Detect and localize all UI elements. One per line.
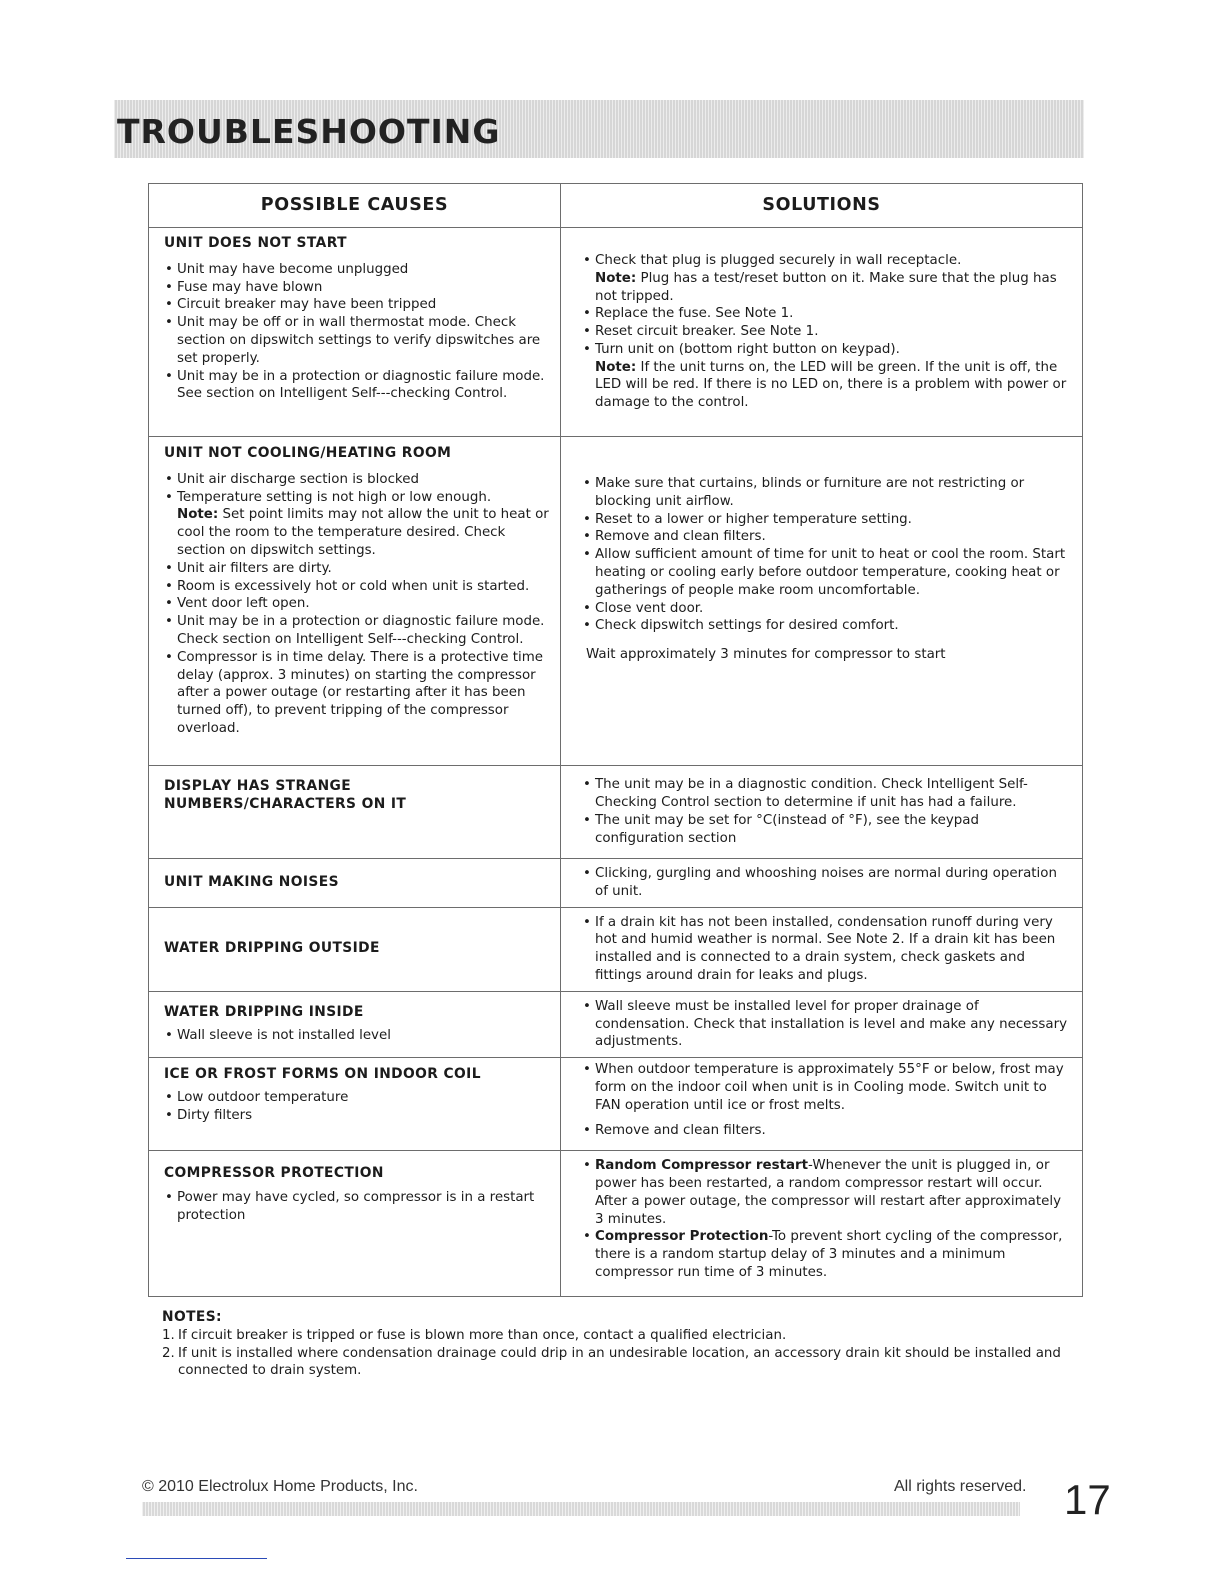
list-item bbox=[164, 489, 552, 560]
list-item: • Circuit breaker may have been tripped bbox=[164, 296, 552, 314]
cause-cell bbox=[149, 437, 561, 766]
cause-cell bbox=[149, 907, 561, 991]
list-item: • Dirty filters bbox=[164, 1107, 552, 1125]
list-item bbox=[582, 1157, 1072, 1228]
list-item bbox=[582, 341, 1072, 412]
table-row bbox=[149, 766, 1083, 859]
list-item: • Low outdoor temperature bbox=[164, 1089, 552, 1107]
list-item: • Unit may have become unplugged bbox=[164, 261, 552, 279]
notes-section bbox=[162, 1309, 1062, 1380]
solution-list bbox=[582, 475, 1072, 635]
cause-cell bbox=[149, 1151, 561, 1297]
list-item bbox=[162, 1327, 1062, 1345]
list-item: • Allow sufficient amount of time for unit to heat or cool the room. Start heating or cooling early before outdoor temperature, cooking heat or gatherings of people make room uncomfortable. bbox=[582, 546, 1072, 599]
note-text: If unit is installed where condensation drainage could drip in an undesirable location, an accessory drain kit should be installed and connected to drain system. bbox=[178, 1345, 1061, 1379]
solution-cell bbox=[561, 437, 1083, 766]
solution-cell bbox=[561, 907, 1083, 991]
cause-list bbox=[164, 471, 552, 738]
cause-text: Temperature setting is not high or low enough. bbox=[177, 489, 492, 505]
solution-cell bbox=[561, 228, 1083, 437]
list-item: • Reset circuit breaker. See Note 1. bbox=[582, 323, 1072, 341]
note-text: Plug has a test/reset button on it. Make sure that the plug has not tripped. bbox=[595, 270, 1057, 304]
list-item: • Vent door left open. bbox=[164, 595, 552, 613]
solution-label: Random Compressor restart bbox=[595, 1158, 809, 1174]
note-label: Note: bbox=[177, 507, 219, 523]
list-item: • Unit air discharge section is blocked bbox=[164, 471, 552, 489]
footer-stripe bbox=[142, 1502, 1020, 1516]
solution-cell bbox=[561, 1058, 1083, 1151]
cause-list bbox=[164, 1189, 552, 1225]
list-item bbox=[162, 1345, 1062, 1381]
list-item: • Fuse may have blown bbox=[164, 279, 552, 297]
list-item: • Make sure that curtains, blinds or furniture are not restricting or blocking unit airflow. bbox=[582, 475, 1072, 511]
solution-cell bbox=[561, 859, 1083, 908]
note-label: Note: bbox=[595, 359, 637, 375]
wait-note: Wait approximately 3 minutes for compressor to start bbox=[586, 647, 946, 663]
rights-text: All rights reserved. bbox=[894, 1478, 1027, 1495]
note-text: If circuit breaker is tripped or fuse is blown more than once, contact a qualified electrician. bbox=[178, 1327, 787, 1343]
list-item: • Compressor is in time delay. There is a protective time delay (approx. 3 minutes) on starting the compressor after a power outage (or restarting after it has been turned off), to prevent tripping of the compressor overload. bbox=[164, 649, 552, 738]
list-item: • Unit may be in a protection or diagnostic failure mode. See section on Intelligent Self---checking Control. bbox=[164, 368, 552, 404]
troubleshooting-table bbox=[148, 183, 1083, 1297]
table-row bbox=[149, 991, 1083, 1057]
table-header-row bbox=[149, 184, 1083, 228]
list-item: • Wall sleeve is not installed level bbox=[164, 1027, 552, 1045]
cause-cell bbox=[149, 228, 561, 437]
table-row bbox=[149, 437, 1083, 766]
cause-cell bbox=[149, 991, 561, 1057]
cause-list bbox=[164, 1027, 552, 1045]
solution-text: -To prevent short cycling of the compressor, there is a random startup delay of 3 minutes and a minimum compressor run time of 3 minutes. bbox=[595, 1229, 1063, 1280]
solution-list bbox=[582, 252, 1072, 412]
table-row bbox=[149, 228, 1083, 437]
page-title: TROUBLESHOOTING bbox=[117, 112, 501, 151]
list-item: • Room is excessively hot or cold when unit is started. bbox=[164, 578, 552, 596]
list-item: • When outdoor temperature is approximately 55°F or below, frost may form on the indoor coil when unit is in Cooling mode. Switch unit to FAN operation until ice or frost melts. bbox=[582, 1061, 1072, 1114]
notes-title: NOTES: bbox=[162, 1309, 222, 1325]
cause-cell bbox=[149, 859, 561, 908]
page-number: 17 bbox=[1064, 1476, 1111, 1523]
cause-title: WATER DRIPPING INSIDE bbox=[164, 1004, 364, 1021]
copyright-text: © 2010 Electrolux Home Products, Inc. bbox=[142, 1478, 418, 1495]
table-row bbox=[149, 1151, 1083, 1297]
solution-list bbox=[582, 865, 1072, 901]
list-item: • Unit may be in a protection or diagnostic failure mode. Check section on Intelligent Self---checking Control. bbox=[164, 613, 552, 649]
list-item: • Power may have cycled, so compressor is in a restart protection bbox=[164, 1189, 552, 1225]
note-text: Set point limits may not allow the unit to heat or cool the room to the temperature desired. Check section on dipswitch settings. bbox=[177, 507, 549, 558]
table-row bbox=[149, 1058, 1083, 1151]
list-item: • If a drain kit has not been installed, condensation runoff during very hot and humid weather is normal. See Note 2. If a drain kit has been installed and is connected to a drain system, check gaskets and fittings around drain for leaks and plugs. bbox=[582, 914, 1072, 985]
list-item: • Remove and clean filters. bbox=[582, 528, 1072, 546]
solution-text: Check that plug is plugged securely in wall receptacle. bbox=[595, 252, 962, 268]
table-row bbox=[149, 859, 1083, 908]
list-item: • The unit may be set for °C(instead of °F), see the keypad configuration section bbox=[582, 812, 1072, 848]
solution-text: Turn unit on (bottom right button on keypad). bbox=[595, 341, 900, 357]
possible-causes-header: POSSIBLE CAUSES bbox=[149, 184, 561, 228]
list-item: • Remove and clean filters. bbox=[582, 1122, 1072, 1140]
list-item: • Reset to a lower or higher temperature setting. bbox=[582, 511, 1072, 529]
corner-line bbox=[126, 1558, 267, 1559]
cause-cell bbox=[149, 766, 561, 859]
list-item: • Clicking, gurgling and whooshing noises are normal during operation of unit. bbox=[582, 865, 1072, 901]
cause-title: ICE OR FROST FORMS ON INDOOR COIL bbox=[164, 1066, 481, 1083]
list-item: • The unit may be in a diagnostic condition. Check Intelligent Self-Checking Control section to determine if unit has had a failure. bbox=[582, 776, 1072, 812]
solution-text: -Whenever the unit is plugged in, or power has been restarted, a random compressor restart will occur. After a power outage, the compressor will restart after approximately 3 minutes. bbox=[595, 1158, 1062, 1227]
list-item: • Unit may be off or in wall thermostat mode. Check section on dipswitch settings to verify dipswitches are set properly. bbox=[164, 314, 552, 367]
note-text: If the unit turns on, the LED will be green. If the unit is off, the LED will be red. If there is no LED on, there is a problem with power or damage to the control. bbox=[595, 359, 1067, 411]
list-item: • Close vent door. bbox=[582, 600, 1072, 618]
cause-title: UNIT MAKING NOISES bbox=[164, 873, 339, 890]
solution-list bbox=[582, 1157, 1072, 1282]
cause-title: COMPRESSOR PROTECTION bbox=[164, 1165, 384, 1182]
list-item bbox=[582, 252, 1072, 305]
solution-list bbox=[582, 998, 1072, 1051]
note-label: Note: bbox=[595, 270, 637, 286]
cause-list bbox=[164, 261, 552, 403]
notes-list bbox=[162, 1327, 1062, 1380]
cause-title: WATER DRIPPING OUTSIDE bbox=[164, 940, 380, 957]
cause-cell bbox=[149, 1058, 561, 1151]
table-row bbox=[149, 907, 1083, 991]
list-item: • Unit air filters are dirty. bbox=[164, 560, 552, 578]
note-number: 1. bbox=[162, 1327, 175, 1343]
cause-title: UNIT DOES NOT START bbox=[164, 235, 347, 251]
cause-title: DISPLAY HAS STRANGE NUMBERS/CHARACTERS ON IT bbox=[164, 778, 407, 812]
cause-list bbox=[164, 1089, 552, 1125]
solution-list bbox=[582, 776, 1072, 847]
cause-title: UNIT NOT COOLING/HEATING ROOM bbox=[164, 445, 452, 461]
solutions-header: SOLUTIONS bbox=[561, 184, 1083, 228]
solution-label: Compressor Protection bbox=[595, 1229, 769, 1245]
list-item: • Wall sleeve must be installed level for proper drainage of condensation. Check that installation is level and make any necessary adjustments. bbox=[582, 998, 1072, 1051]
note-number: 2. bbox=[162, 1345, 175, 1361]
solution-cell bbox=[561, 1151, 1083, 1297]
solution-cell bbox=[561, 766, 1083, 859]
list-item: • Replace the fuse. See Note 1. bbox=[582, 305, 1072, 323]
list-item: • Check dipswitch settings for desired comfort. bbox=[582, 617, 1072, 635]
solution-list bbox=[582, 1061, 1072, 1139]
solution-cell bbox=[561, 991, 1083, 1057]
solution-list bbox=[582, 914, 1072, 985]
list-item bbox=[582, 1228, 1072, 1281]
